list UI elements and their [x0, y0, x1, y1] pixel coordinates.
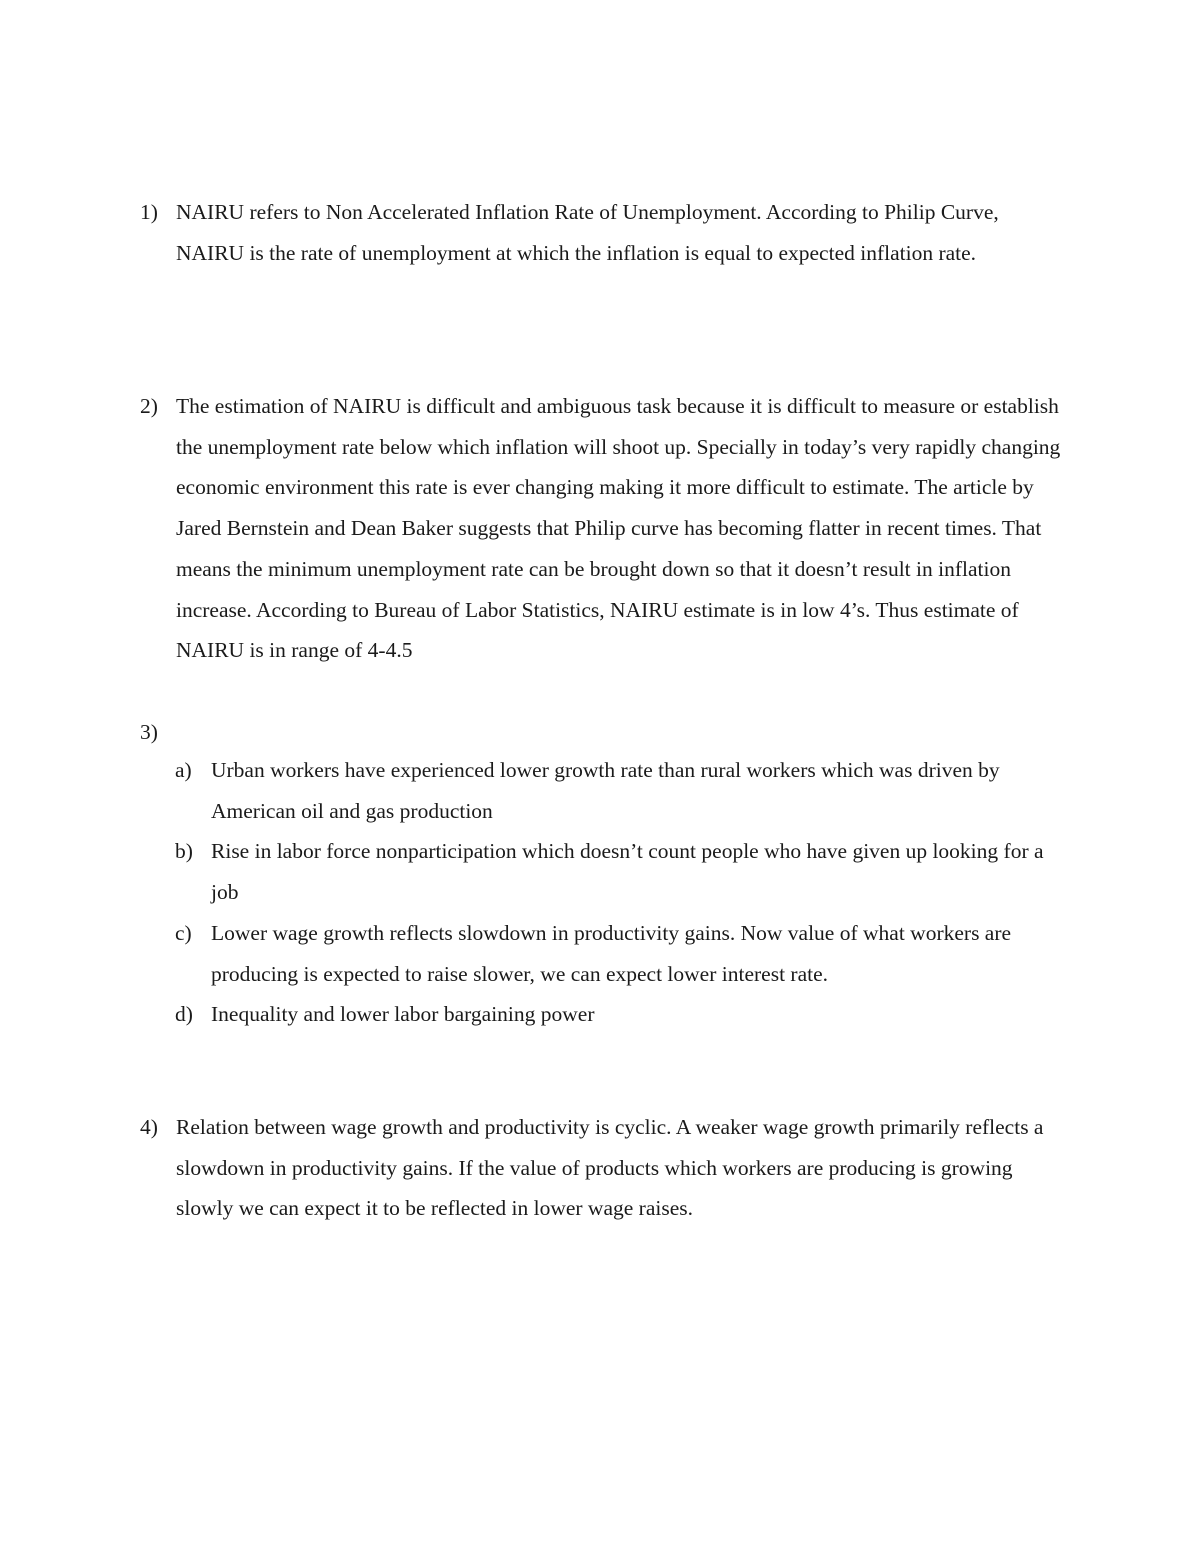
answer-3b-letter: b) [175, 839, 193, 864]
answer-3c-letter: c) [175, 920, 192, 945]
answer-3a [175, 750, 1075, 831]
answer-3d [175, 994, 1075, 1035]
answer-3a-text: Urban workers have experienced lower growth rate than rural workers which was driven by American oil and gas production [211, 758, 1000, 823]
answer-3d-letter: d) [175, 1002, 193, 1027]
answer-2-number: 2) [140, 394, 158, 418]
answer-3-number: 3) [140, 720, 158, 744]
answer-3c-text: Lower wage growth reflects slowdown in productivity gains. Now value of what workers are producing is expected to raise slower, we can expect lower interest rate. [211, 920, 1012, 986]
answer-2-text: The estimation of NAIRU is difficult and ambiguous task because it is difficult to measure or establish the unemployment rate below which inflation will shoot up. Specially in today’s very rapidly changing economic environment this rate is ever changing making it more difficult to estimate. The article by Jared Bernstein and Dean Baker suggests that Philip curve has becoming flatter in recent times. That means the minimum unemployment rate can be brought down so that it doesn’t result in inflation increase. According to Bureau of Labor Statistics, NAIRU estimate is in low 4’s. Thus estimate of NAIRU is in range of 4-4.5 [176, 394, 1061, 663]
answer-3a-letter: a) [175, 758, 192, 782]
answer-3b-text: Rise in labor force nonparticipation which doesn’t count people who have given up looking for a job [211, 839, 1044, 905]
answer-4 [140, 1107, 1070, 1229]
answer-1 [140, 192, 1070, 273]
answer-3c [175, 913, 1075, 994]
answer-3b [175, 831, 1075, 912]
answer-4-text: Relation between wage growth and productivity is cyclic. A weaker wage growth primarily reflects a slowdown in productivity gains. If the value of products which workers are producing is growing slowly we can expect it to be reflected in lower wage raises. [176, 1115, 1044, 1221]
answer-3-sublist [175, 750, 1075, 1035]
answer-2 [140, 386, 1070, 671]
answer-1-text: NAIRU refers to Non Accelerated Inflation Rate of Unemployment. According to Philip Curve, NAIRU is the rate of unemployment at which the inflation is equal to expected inflation rate. [176, 200, 999, 265]
answer-3d-text: Inequality and lower labor bargaining power [211, 1002, 595, 1027]
answer-1-number: 1) [140, 200, 158, 224]
answer-4-number: 4) [140, 1115, 158, 1139]
